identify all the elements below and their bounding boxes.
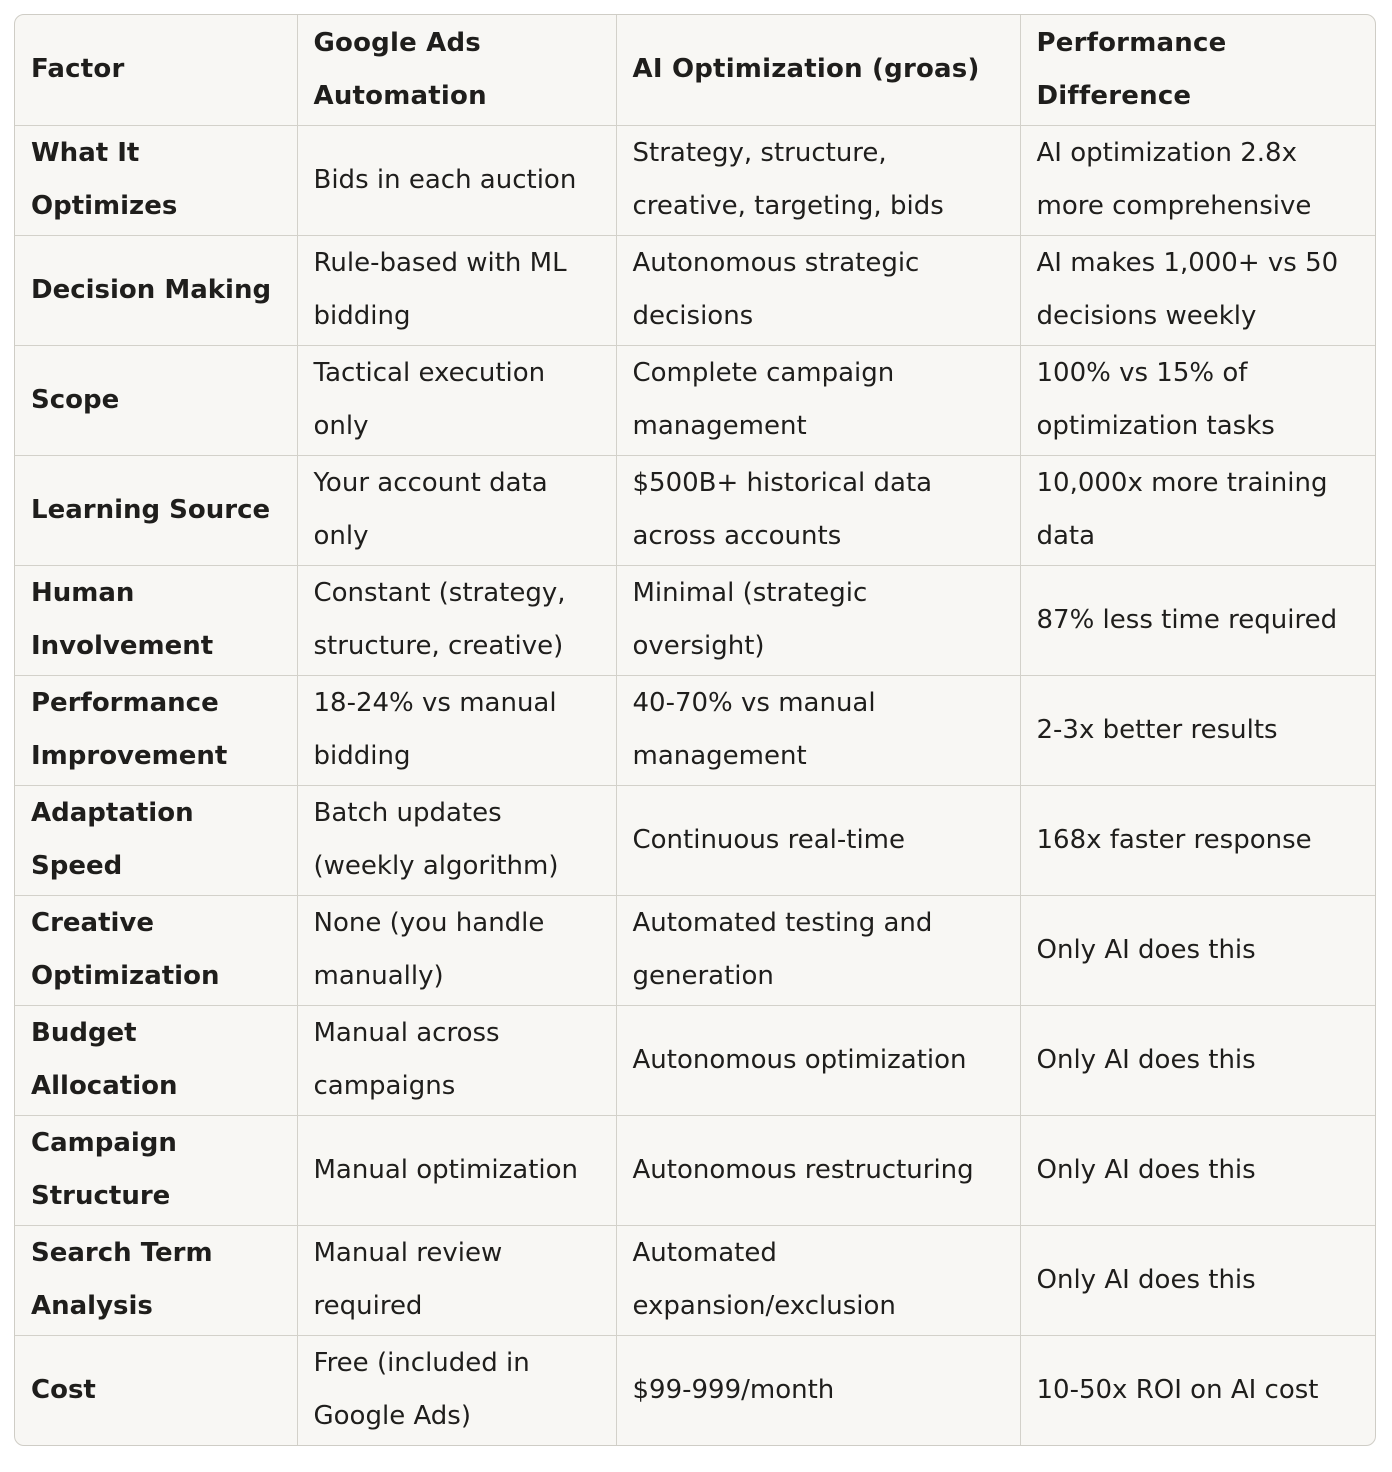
ai-optimization-cell: $500B+ historical data across accounts [616, 455, 1020, 565]
performance-difference-cell: AI makes 1,000+ vs 50 decisions weekly [1020, 235, 1375, 345]
table-body [15, 125, 1375, 1445]
ai-optimization-cell: Minimal (strategic oversight) [616, 565, 1020, 675]
ai-optimization-cell: Autonomous restructuring [616, 1115, 1020, 1225]
factor-cell: Campaign Structure [15, 1115, 297, 1225]
google-ads-cell: Manual review required [297, 1225, 616, 1335]
header-performance-difference: Performance Difference [1020, 15, 1375, 125]
performance-difference-cell: Only AI does this [1020, 1115, 1375, 1225]
performance-difference-cell: 100% vs 15% of optimization tasks [1020, 345, 1375, 455]
factor-cell: What It Optimizes [15, 125, 297, 235]
factor-cell: Search Term Analysis [15, 1225, 297, 1335]
performance-difference-cell: Only AI does this [1020, 895, 1375, 1005]
performance-difference-cell: 10-50x ROI on AI cost [1036, 1374, 1319, 1405]
ai-optimization-cell: Automated expansion/exclusion [616, 1225, 1020, 1335]
ai-optimization-cell: Autonomous optimization [616, 1005, 1020, 1115]
table-row [15, 1115, 1375, 1225]
ai-optimization-cell: Complete campaign management [616, 345, 1020, 455]
header-row [15, 15, 1375, 125]
table-row [15, 1005, 1375, 1115]
table-row [15, 895, 1375, 1005]
ai-optimization-cell: $99-999/month [616, 1335, 1020, 1445]
performance-difference-cell: AI optimization 2.8x more comprehensive [1020, 125, 1375, 235]
table-row [15, 1335, 1375, 1445]
google-ads-cell: Bids in each auction [297, 125, 616, 235]
google-ads-cell: None (you handle manually) [297, 895, 616, 1005]
table-row [15, 345, 1375, 455]
performance-difference-cell: 10,000x more training data [1020, 455, 1375, 565]
table-row [15, 235, 1375, 345]
table-header [15, 15, 1375, 125]
google-ads-cell: Manual optimization [297, 1115, 616, 1225]
ai-optimization-cell: Autonomous strategic decisions [616, 235, 1020, 345]
factor-cell: Adaptation Speed [15, 785, 297, 895]
google-ads-cell: Constant (strategy, structure, creative) [297, 565, 616, 675]
factor-cell: Cost [15, 1335, 297, 1445]
header-factor: Factor [15, 15, 297, 125]
performance-difference-cell: 2-3x better results [1020, 675, 1375, 785]
ai-optimization-cell: Strategy, structure, creative, targeting, bids [616, 125, 1020, 235]
ai-optimization-cell: Continuous real-time [616, 785, 1020, 895]
table-row [15, 455, 1375, 565]
performance-difference-cell: Only AI does this [1020, 1225, 1375, 1335]
google-ads-cell: Tactical execution only [297, 345, 616, 455]
google-ads-cell: Rule-based with ML bidding [297, 235, 616, 345]
factor-cell: Budget Allocation [15, 1005, 297, 1115]
table-row [15, 1225, 1375, 1335]
comparison-table [15, 15, 1375, 1445]
factor-cell: Performance Improvement [15, 675, 297, 785]
ai-optimization-cell: 40-70% vs manual management [616, 675, 1020, 785]
table-row [15, 565, 1375, 675]
performance-difference-cell: 168x faster response [1020, 785, 1375, 895]
factor-cell: Scope [15, 345, 297, 455]
table-row [15, 675, 1375, 785]
google-ads-cell: 18-24% vs manual bidding [297, 675, 616, 785]
header-google-ads-automation: Google Ads Automation [297, 15, 616, 125]
google-ads-cell: Manual across campaigns [297, 1005, 616, 1115]
comparison-table-container [14, 14, 1376, 1446]
table-row [15, 785, 1375, 895]
table-row [15, 125, 1375, 235]
factor-cell: Creative Optimization [15, 895, 297, 1005]
google-ads-cell: Your account data only [297, 455, 616, 565]
ai-optimization-cell: Automated testing and generation [616, 895, 1020, 1005]
factor-cell: Human Involvement [15, 565, 297, 675]
performance-difference-cell: 87% less time required [1020, 565, 1375, 675]
factor-cell: Decision Making [15, 235, 297, 345]
google-ads-cell: Batch updates (weekly algorithm) [297, 785, 616, 895]
google-ads-cell: Free (included in Google Ads) [297, 1335, 616, 1445]
factor-cell: Learning Source [15, 455, 297, 565]
header-ai-optimization: AI Optimization (groas) [616, 15, 1020, 125]
performance-difference-cell: Only AI does this [1020, 1005, 1375, 1115]
